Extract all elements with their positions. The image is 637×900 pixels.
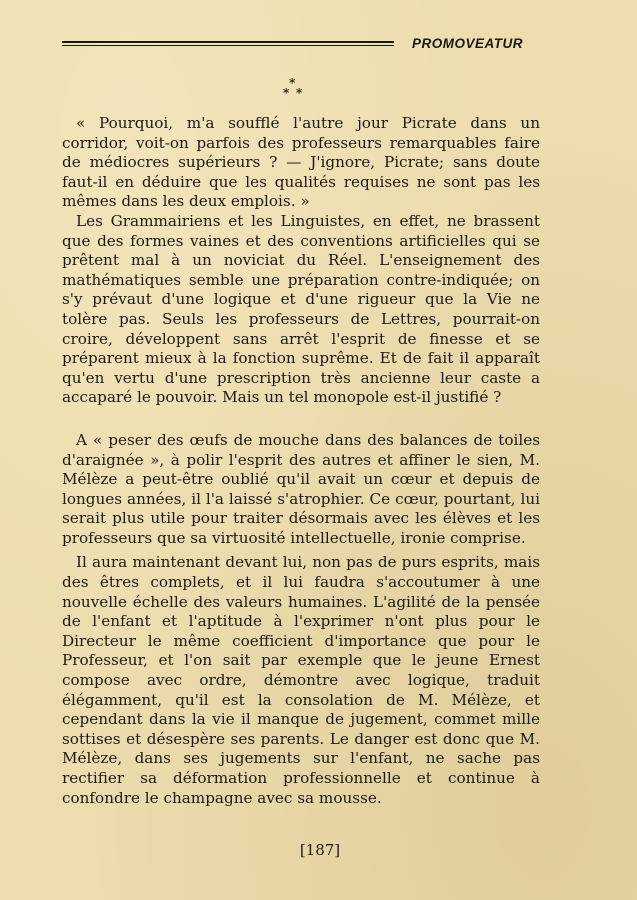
paragraph: Les Grammairiens et les Linguistes, en effet, ne brassent que des formes vaines et des conventions artificielles qui se prêtent mal à un noviciat du Réel. L'enseignement des mathématiques semble une préparation contre-indiquée; on s'y prévaut d'une logique et d'une rigueur que la Vie ne tolère pas. Seuls les professeurs de Lettres, pourrait-on croire, développent sans arrêt l'esprit de finesse et se préparent mieux à la fonction suprême. Et de fait il apparaît qu'en vertu d'une prescription très ancienne leur caste a accaparé le pouvoir. Mais un tel monopole est-il justifié ? (62, 211, 540, 407)
running-head: PROMOVEATUR (412, 36, 524, 51)
page-number: [187] (299, 841, 341, 859)
paragraph: A « peser des œufs de mouche dans des balances de toiles d'araignée », à polir l'esprit des autres et affiner le sien, M. Mélèze a peut-être oublié qu'il avait un cœur et depuis de longues années, il l'a laissé s'atrophier. Ce cœur, pourtant, lui serait plus utile pour traiter désormais avec les élèves et les professeurs que sa virtuosité intellectuelle, ironie comprise. (62, 430, 540, 547)
header-rule (62, 41, 394, 46)
asterism-star: * (296, 86, 303, 100)
page-header (62, 36, 531, 56)
asterism-star: * (283, 86, 290, 100)
asterism-separator (272, 76, 322, 104)
body-text (62, 114, 540, 808)
paragraph: « Pourquoi, m'a soufflé l'autre jour Picrate dans un corridor, voit-on parfois des professeurs remarquables faire de médiocres supérieurs ? — J'ignore, Picrate; sans doute faut-il en déduire que les qualités requises ne sont pas les mêmes dans les deux emplois. » (62, 114, 540, 211)
asterism-star: * (289, 76, 296, 90)
paragraph: Il aura maintenant devant lui, non pas de purs esprits, mais des êtres complets, et il lui faudra s'accoutumer à une nouvelle échelle des valeurs humaines. L'agilité de la pensée de l'enfant et l'aptitude à l'exprimer n'ont plus pour le Directeur le même coefficient d'importance que pour le Professeur, et l'on sait par exemple que le jeune Ernest compose avec ordre, démontre avec logique, traduit élégamment, qu'il est la consolation de M. Mélèze, et cependant dans la vie il manque de jugement, commet mille sottises et désespère ses parents. Le danger est donc que M. Mélèze, dans ses jugements sur l'enfant, ne sache pas rectifier sa déformation professionnelle et continue à confondre le champagne avec sa mousse. (62, 553, 540, 807)
